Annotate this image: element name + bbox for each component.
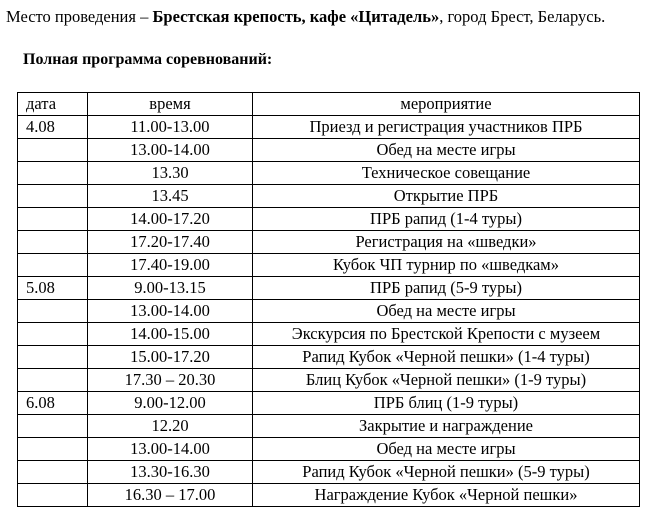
event-cell: Обед на месте игры (253, 300, 640, 323)
table-row (18, 438, 640, 461)
column-header-time: время (88, 93, 253, 116)
event-cell: Приезд и регистрация участников ПРБ (253, 116, 640, 139)
table-row (18, 323, 640, 346)
date-cell (18, 323, 88, 346)
event-cell: Обед на месте игры (253, 139, 640, 162)
date-cell (18, 185, 88, 208)
time-cell: 17.20-17.40 (88, 231, 253, 254)
venue-line (6, 7, 605, 27)
venue-place: Брестская крепость, кафе «Цитадель» (152, 7, 440, 26)
table-row (18, 415, 640, 438)
time-cell: 13.30-16.30 (88, 461, 253, 484)
time-cell: 9.00-13.15 (88, 277, 253, 300)
date-cell (18, 484, 88, 507)
date-cell (18, 254, 88, 277)
event-cell: ПРБ рапид (1-4 туры) (253, 208, 640, 231)
event-cell: ПРБ блиц (1-9 туры) (253, 392, 640, 415)
time-cell: 15.00-17.20 (88, 346, 253, 369)
table-row (18, 208, 640, 231)
event-cell: Блиц Кубок «Черной пешки» (1-9 туры) (253, 369, 640, 392)
event-cell: Экскурсия по Брестской Крепости с музеем (253, 323, 640, 346)
table-header-row (18, 93, 640, 116)
time-cell: 14.00-17.20 (88, 208, 253, 231)
column-header-date: дата (18, 93, 88, 116)
date-cell (18, 162, 88, 185)
event-cell: Рапид Кубок «Черной пешки» (5-9 туры) (253, 461, 640, 484)
table-row (18, 461, 640, 484)
table-row (18, 300, 640, 323)
event-cell: Кубок ЧП турнир по «шведкам» (253, 254, 640, 277)
date-cell (18, 139, 88, 162)
table-row (18, 277, 640, 300)
table-row (18, 139, 640, 162)
table-row (18, 162, 640, 185)
event-cell: Рапид Кубок «Черной пешки» (1-4 туры) (253, 346, 640, 369)
time-cell: 13.00-14.00 (88, 438, 253, 461)
date-cell (18, 369, 88, 392)
date-cell (18, 231, 88, 254)
event-cell: ПРБ рапид (5-9 туры) (253, 277, 640, 300)
time-cell: 17.30 – 20.30 (88, 369, 253, 392)
table-row (18, 484, 640, 507)
date-cell (18, 461, 88, 484)
event-cell: Техническое совещание (253, 162, 640, 185)
venue-suffix: , город Брест, Беларусь. (439, 7, 606, 26)
date-cell (18, 346, 88, 369)
date-cell: 4.08 (18, 116, 88, 139)
column-header-event: мероприятие (253, 93, 640, 116)
event-cell: Обед на месте игры (253, 438, 640, 461)
time-cell: 16.30 – 17.00 (88, 484, 253, 507)
venue-prefix: Место проведения – (6, 7, 153, 26)
schedule-table (17, 92, 640, 507)
time-cell: 11.00-13.00 (88, 116, 253, 139)
date-cell (18, 208, 88, 231)
time-cell: 13.00-14.00 (88, 139, 253, 162)
program-heading: Полная программа соревнований: (23, 51, 273, 68)
table-row (18, 346, 640, 369)
time-cell: 13.45 (88, 185, 253, 208)
table-row (18, 254, 640, 277)
date-cell: 5.08 (18, 277, 88, 300)
time-cell: 17.40-19.00 (88, 254, 253, 277)
time-cell: 9.00-12.00 (88, 392, 253, 415)
time-cell: 13.00-14.00 (88, 300, 253, 323)
date-cell (18, 415, 88, 438)
event-cell: Награждение Кубок «Черной пешки» (253, 484, 640, 507)
table-row (18, 185, 640, 208)
event-cell: Регистрация на «шведки» (253, 231, 640, 254)
table-row (18, 392, 640, 415)
table-row (18, 369, 640, 392)
time-cell: 12.20 (88, 415, 253, 438)
date-cell: 6.08 (18, 392, 88, 415)
time-cell: 13.30 (88, 162, 253, 185)
event-cell: Закрытие и награждение (253, 415, 640, 438)
time-cell: 14.00-15.00 (88, 323, 253, 346)
table-row (18, 231, 640, 254)
table-row (18, 116, 640, 139)
schedule-body (18, 116, 640, 507)
date-cell (18, 438, 88, 461)
date-cell (18, 300, 88, 323)
event-cell: Открытие ПРБ (253, 185, 640, 208)
